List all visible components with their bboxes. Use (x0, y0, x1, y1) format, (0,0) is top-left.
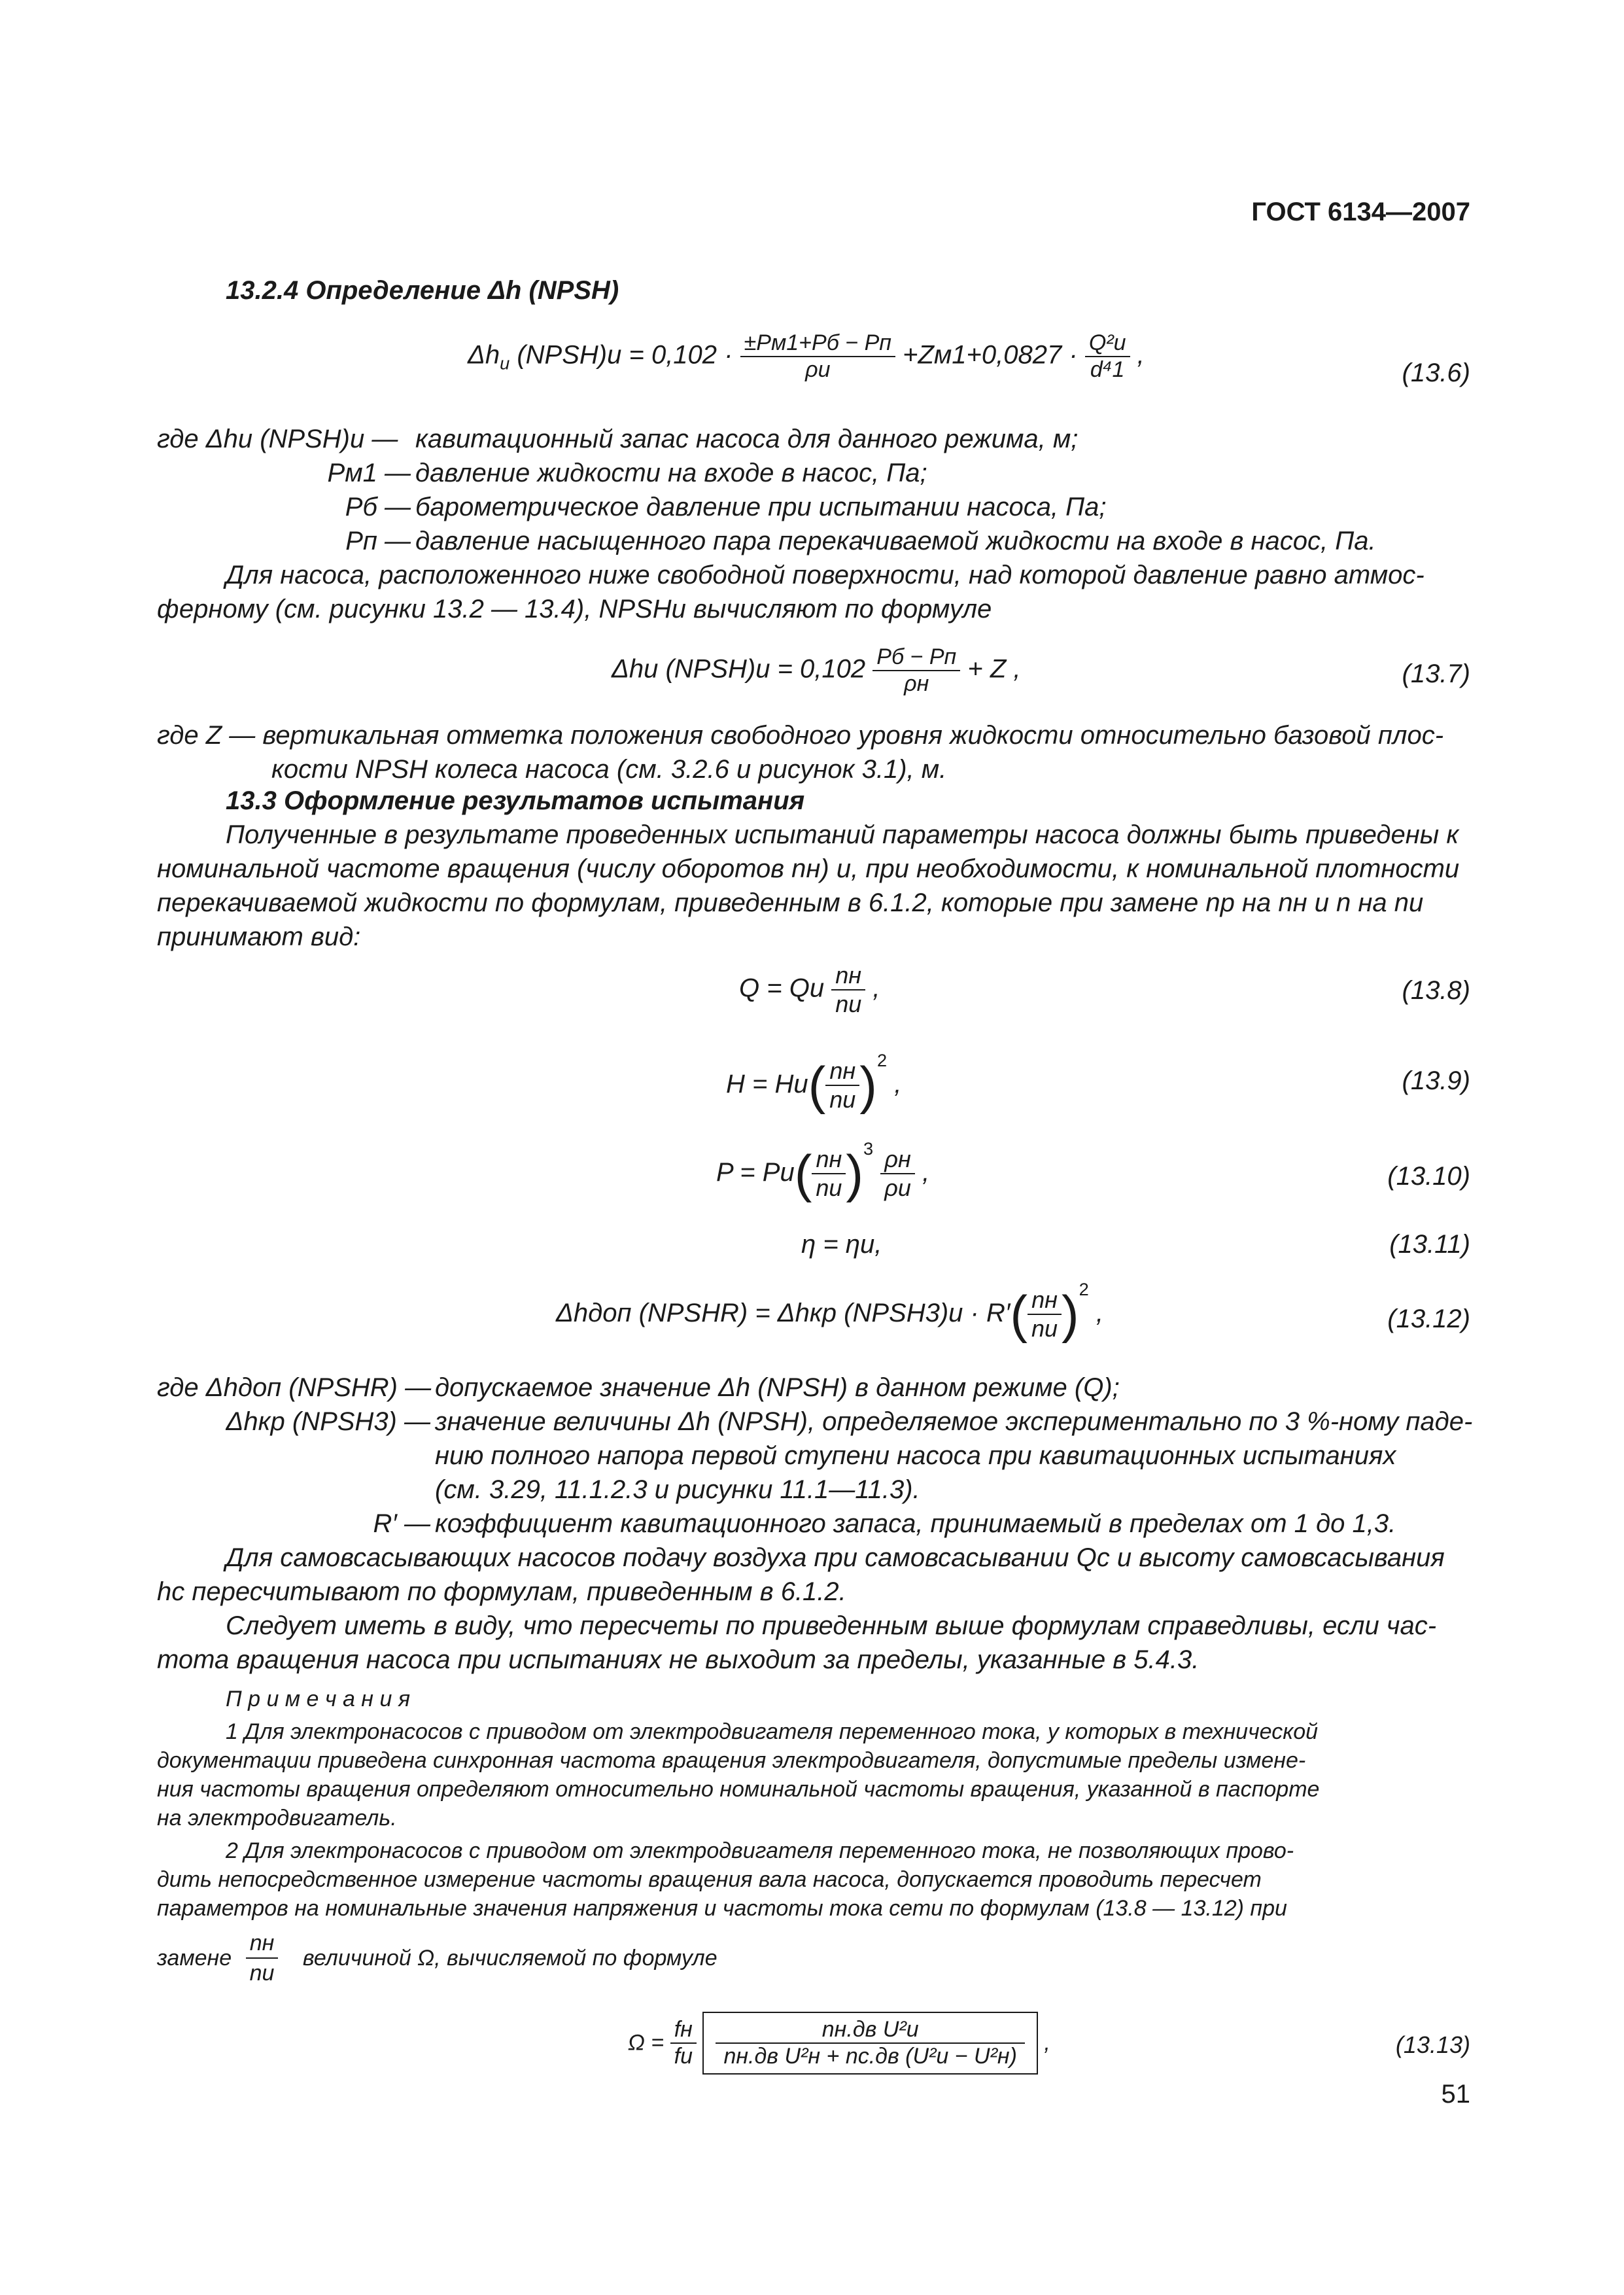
note2-line4 (157, 1929, 717, 1988)
eq1310-numerator: nн (812, 1146, 846, 1174)
where3-row2-line2: нию полного напора первой ступени насоса при кавитационных испытаниях (435, 1441, 1396, 1470)
eq1312-numerator: nн (1028, 1286, 1062, 1315)
para2-line4: принимают вид: (157, 922, 361, 951)
where1-row1-term: где Δhu (NPSH)u — (157, 425, 398, 453)
para1-line1: Для насоса, расположенного ниже свободной поверхности, над которой давление равно атмос- (226, 561, 1425, 589)
eq136-denominator-2: d⁴1 (1090, 357, 1125, 382)
eq136-fraction (740, 330, 895, 383)
eq136-tail: , (1137, 340, 1145, 370)
para2-line2: номинальной частоте вращения (числу оборотов nн) и, при необходимости, к номинальной плотности (157, 854, 1460, 883)
section-heading-13-3: 13.3 Оформление результатов испытания (226, 786, 805, 815)
eq1310-fraction-2 (880, 1146, 915, 1202)
eq138-denominator: nu (835, 990, 862, 1017)
where3-row1-term: где Δhдоп (NPSHR) — (157, 1373, 432, 1402)
eq138-fraction (831, 962, 865, 1018)
where1-row2-term: Pм1 — (327, 459, 411, 487)
eq1313-bracket (702, 2012, 1038, 2075)
eq1310-denominator-2: ρu (884, 1174, 911, 1202)
eq136-lhs: Δh (468, 340, 500, 370)
where1-row1-text: кавитационный запас насоса для данного режима, м; (415, 425, 1079, 453)
eq1310-numerator-2: ρн (880, 1146, 915, 1174)
note2-fraction (246, 1929, 279, 1988)
where2-line2: кости NPSH колеса насоса (см. 3.2.6 и рисунок 3.1), м. (271, 755, 947, 784)
para4-line2: тота вращения насоса при испытаниях не выходит за пределы, указанные в 5.4.3. (157, 1645, 1200, 1674)
where2-line1: где Z — вертикальная отметка положения свободного уровня жидкости относительно базовой плос- (157, 721, 1444, 750)
eq136-numerator: ±Pм1+Pб − Pп (740, 330, 895, 357)
formula-13-13 (628, 2012, 1050, 2075)
equation-number-13-13: (13.13) (1395, 2031, 1470, 2058)
eq1310-exponent: 3 (863, 1138, 874, 1159)
formula-13-11: η = ηu, (801, 1230, 882, 1259)
eq1312-lhs: Δhдоп (NPSHR) = Δhкр (NPSH3)u · R′ (556, 1299, 1011, 1327)
eq139-tail: , (894, 1070, 902, 1098)
eq1310-denominator: nu (816, 1174, 842, 1202)
eq1313-f-fraction (670, 2017, 697, 2069)
note1-line3: ния частоты вращения определяют относительно номинальной частоты вращения, указанной в паспорте (157, 1777, 1320, 1802)
formula-13-9: H = Hu( $\frac{nн}{nu}$ )$^2$ , (726, 1050, 902, 1115)
equation-number-13-7: (13.7) (1402, 659, 1470, 688)
eq137-fraction (872, 644, 960, 697)
eq1312-tail: , (1096, 1299, 1104, 1327)
eq137-numerator: Pб − Pп (872, 644, 960, 671)
eq136-numerator-2: Q²u (1085, 330, 1130, 357)
where1-row4-term: Pп — (345, 527, 411, 555)
formula-13-6 (468, 330, 1145, 383)
eq1312-denominator: nu (1031, 1315, 1058, 1342)
note2-line4-rest: величиной Ω, вычисляемой по формуле (302, 1946, 717, 1971)
para1-line2: ферному (см. рисунки 13.2 — 13.4), NPSHu вычисляют по формуле (157, 595, 992, 623)
eq138-numerator: nн (831, 962, 865, 990)
where1-row2-text: давление жидкости на входе в насос, Па; (415, 459, 927, 487)
notes-title: П р и м е ч а н и я (226, 1687, 410, 1711)
equation-number-13-10: (13.10) (1387, 1162, 1470, 1191)
eq136-lhs-rest: (NPSH)u = 0,102 · (517, 340, 733, 370)
eq1313-numerator: nн.дв U²u (716, 2017, 1025, 2044)
where3-row2-line1: значение величины Δh (NPSH), определяемое экспериментально по 3 %-ному паде- (435, 1407, 1473, 1436)
note1-line2: документации приведена синхронная частота вращения электродвигателя, допустимые пределы измене- (157, 1748, 1306, 1773)
note2-numerator: nн (246, 1929, 279, 1959)
eq1310-fraction (812, 1146, 846, 1202)
eq1312-exponent: 2 (1079, 1279, 1089, 1299)
equation-number-13-8: (13.8) (1402, 976, 1470, 1005)
eq139-exponent: 2 (876, 1050, 888, 1070)
note1-line1: 1 Для электронасосов с приводом от электродвигателя переменного тока, у которых в технической (226, 1719, 1319, 1744)
eq1313-f-numerator: fн (670, 2017, 697, 2044)
eq138-tail: , (872, 973, 880, 1003)
eq139-lhs: H = Hu (726, 1070, 808, 1098)
para4-line1: Следует иметь в виду, что пересчеты по приведенным выше формулам справедливы, если час- (226, 1611, 1437, 1640)
para3-line2: hc пересчитывают по формулам, приведенным в 6.1.2. (157, 1577, 846, 1606)
formula-13-7 (612, 644, 1021, 697)
eq138-lhs: Q = Qu (739, 973, 825, 1003)
eq1313-main-fraction (716, 2017, 1025, 2069)
note2-replace-word: замене (157, 1946, 232, 1971)
eq1313-f-denominator: fu (674, 2044, 693, 2069)
eq139-denominator: nu (829, 1086, 856, 1113)
note2-line1: 2 Для электронасосов с приводом от электродвигателя переменного тока, не позволяющих прово- (226, 1838, 1294, 1863)
where3-row2-line3: (см. 3.29, 11.1.2.3 и рисунки 11.1—11.3). (435, 1475, 920, 1504)
eq139-numerator: nн (825, 1057, 859, 1086)
para2-line3: перекачиваемой жидкости по формулам, приведенным в 6.1.2, которые при замене nр на nн и n на nu (157, 888, 1424, 917)
eq136-denominator: ρu (805, 357, 831, 382)
formula-13-12: Δhдоп (NPSHR) = Δhкр (NPSH3)u · R′( $\frac{nн}{nu}$ )$^2$ , (556, 1279, 1104, 1344)
para2-line1: Полученные в результате проведенных испытаний параметры насоса должны быть приведены к (226, 820, 1459, 849)
eq137-lhs: Δhu (NPSH)u = 0,102 (612, 654, 866, 684)
equation-number-13-9: (13.9) (1402, 1066, 1470, 1095)
eq1313-denominator: nн.дв U²н + nс.дв (U²u − U²н) (723, 2044, 1017, 2069)
formula-13-8 (739, 962, 880, 1018)
section-heading-13-2-4: 13.2.4 Определение Δh (NPSH) (226, 276, 619, 305)
where3-row3-term: R′ — (373, 1509, 430, 1538)
note1-line4: на электродвигатель. (157, 1806, 397, 1831)
eq139-fraction (825, 1057, 859, 1113)
document-id: ГОСТ 6134—2007 (1251, 198, 1470, 226)
where1-row3-term: Pб — (345, 493, 411, 521)
note2-line2: дить непосредственное измерение частоты вращения вала насоса, допускается проводить пересчет (157, 1867, 1262, 1892)
eq136-mid: +Zм1+0,0827 · (903, 340, 1078, 370)
para3-line1: Для самовсасывающих насосов подачу воздуха при самовсасывании Qc и высоту самовсасывания (226, 1543, 1445, 1572)
eq1310-lhs: P = Pu (716, 1158, 795, 1187)
equation-number-13-12: (13.12) (1387, 1305, 1470, 1333)
where3-row2-term: Δhкр (NPSH3) — (226, 1407, 430, 1436)
note2-denominator: nu (249, 1961, 275, 1986)
page-number: 51 (1441, 2080, 1470, 2109)
note2-line3: параметров на номинальные значения напряжения и частоты тока сети по формулам (13.8 — 13.12) при (157, 1896, 1287, 1921)
where1-row3-text: барометрическое давление при испытании насоса, Па; (415, 493, 1107, 521)
where1-row4-text: давление насыщенного пара перекачиваемой жидкости на входе в насос, Па. (415, 527, 1376, 555)
equation-number-13-11: (13.11) (1389, 1230, 1470, 1259)
eq1313-tail: , (1044, 2030, 1050, 2056)
eq137-tail: + Z , (967, 654, 1021, 684)
eq137-denominator: ρн (904, 671, 929, 696)
eq1312-fraction (1028, 1286, 1062, 1342)
equation-number-13-6: (13.6) (1402, 359, 1470, 387)
eq136-fraction-2 (1085, 330, 1130, 383)
formula-13-10: P = Pu( $\frac{nн}{nu}$ )$^3$ $\frac{\rho н}{\rho u}$ , (716, 1138, 930, 1203)
eq1310-tail: , (922, 1158, 930, 1187)
eq136-lhs-sub: u (500, 353, 510, 374)
where3-row1-text: допускаемое значение Δh (NPSH) в данном режиме (Q); (435, 1373, 1120, 1402)
eq1313-lhs: Ω = (628, 2030, 665, 2056)
where3-row3-text: коэффициент кавитационного запаса, принимаемый в пределах от 1 до 1,3. (435, 1509, 1396, 1538)
